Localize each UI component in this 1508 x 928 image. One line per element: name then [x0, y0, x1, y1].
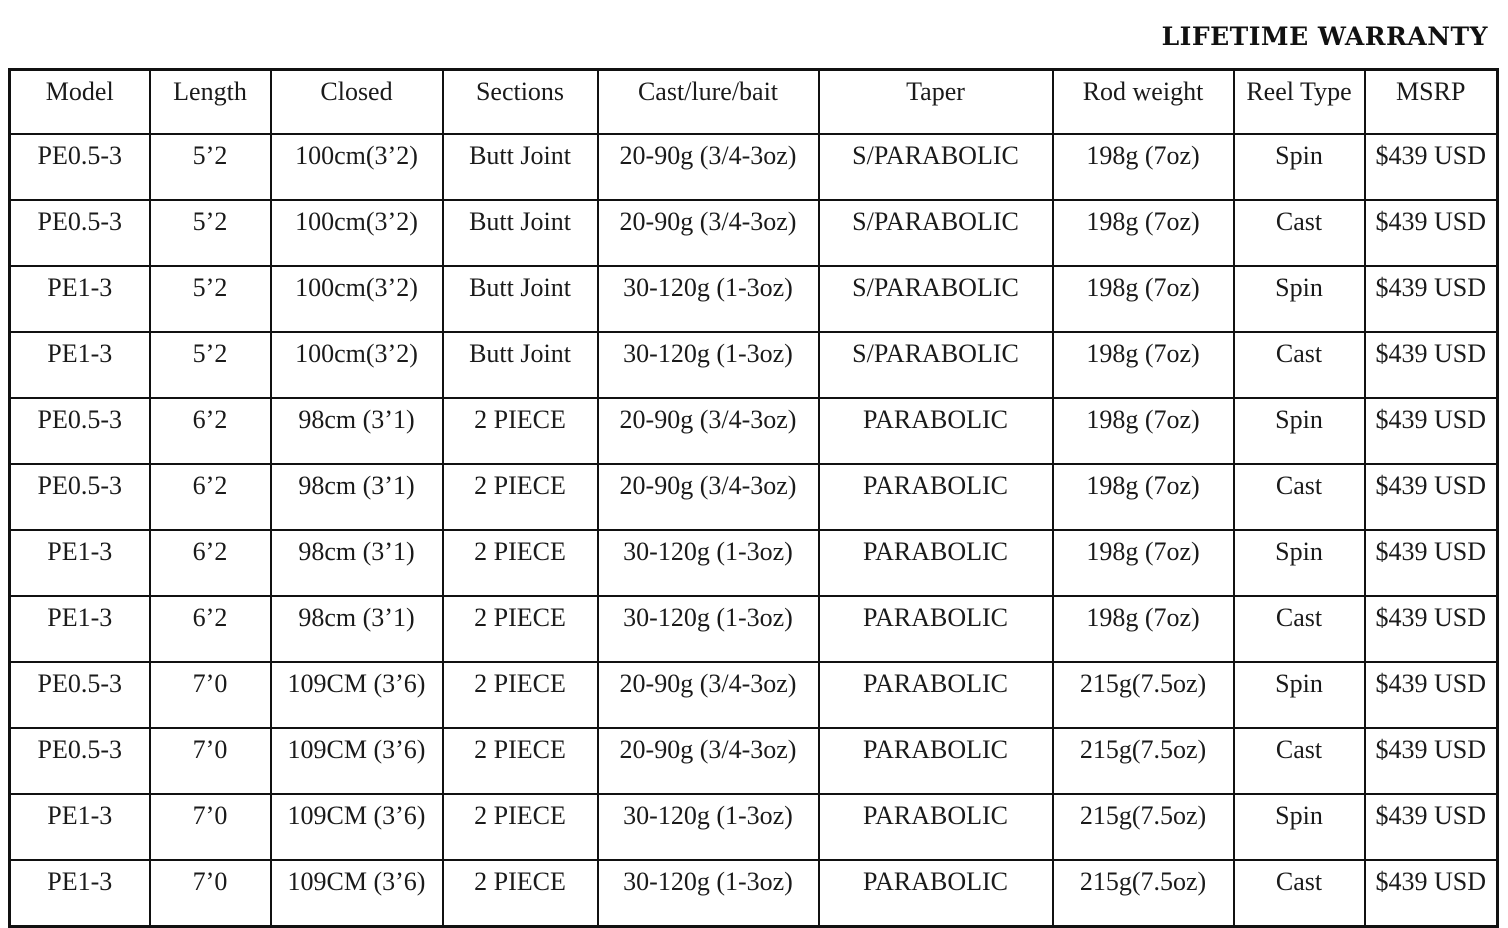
cell-model: PE1-3	[10, 530, 150, 596]
cell-model: PE1-3	[10, 794, 150, 860]
table-row	[10, 794, 1498, 860]
cell-taper: PARABOLIC	[819, 662, 1053, 728]
cell-msrp: $439 USD	[1365, 596, 1498, 662]
column-header-length: Length	[150, 70, 271, 135]
cell-rod-weight: 215g(7.5oz)	[1053, 860, 1234, 927]
cell-msrp: $439 USD	[1365, 266, 1498, 332]
cell-reel-type: Spin	[1234, 266, 1365, 332]
cell-length: 5’2	[150, 200, 271, 266]
cell-msrp: $439 USD	[1365, 794, 1498, 860]
cell-cast-lure-bait: 20-90g (3/4-3oz)	[598, 398, 819, 464]
table-row	[10, 662, 1498, 728]
cell-length: 7’0	[150, 728, 271, 794]
cell-msrp: $439 USD	[1365, 398, 1498, 464]
cell-length: 7’0	[150, 662, 271, 728]
column-header-cast-lure-bait: Cast/lure/bait	[598, 70, 819, 135]
cell-rod-weight: 198g (7oz)	[1053, 200, 1234, 266]
cell-msrp: $439 USD	[1365, 530, 1498, 596]
cell-model: PE0.5-3	[10, 398, 150, 464]
cell-closed: 100cm(3’2)	[271, 266, 443, 332]
cell-reel-type: Cast	[1234, 332, 1365, 398]
cell-taper: PARABOLIC	[819, 398, 1053, 464]
column-header-taper: Taper	[819, 70, 1053, 135]
cell-reel-type: Cast	[1234, 464, 1365, 530]
table-row	[10, 398, 1498, 464]
cell-taper: S/PARABOLIC	[819, 134, 1053, 200]
cell-sections: Butt Joint	[443, 332, 598, 398]
cell-rod-weight: 215g(7.5oz)	[1053, 794, 1234, 860]
cell-length: 6’2	[150, 530, 271, 596]
cell-rod-weight: 215g(7.5oz)	[1053, 662, 1234, 728]
cell-model: PE1-3	[10, 596, 150, 662]
cell-sections: 2 PIECE	[443, 794, 598, 860]
cell-closed: 98cm (3’1)	[271, 464, 443, 530]
cell-closed: 100cm(3’2)	[271, 134, 443, 200]
cell-taper: S/PARABOLIC	[819, 332, 1053, 398]
cell-reel-type: Cast	[1234, 860, 1365, 927]
column-header-sections: Sections	[443, 70, 598, 135]
cell-sections: 2 PIECE	[443, 860, 598, 927]
cell-closed: 109CM (3’6)	[271, 728, 443, 794]
table-row	[10, 596, 1498, 662]
cell-taper: PARABOLIC	[819, 794, 1053, 860]
cell-msrp: $439 USD	[1365, 728, 1498, 794]
table-row	[10, 134, 1498, 200]
cell-length: 6’2	[150, 596, 271, 662]
cell-length: 6’2	[150, 464, 271, 530]
cell-taper: PARABOLIC	[819, 464, 1053, 530]
cell-cast-lure-bait: 30-120g (1-3oz)	[598, 794, 819, 860]
cell-closed: 109CM (3’6)	[271, 860, 443, 927]
cell-cast-lure-bait: 30-120g (1-3oz)	[598, 530, 819, 596]
cell-model: PE0.5-3	[10, 200, 150, 266]
cell-length: 5’2	[150, 134, 271, 200]
cell-closed: 98cm (3’1)	[271, 596, 443, 662]
cell-length: 5’2	[150, 266, 271, 332]
table-row	[10, 200, 1498, 266]
table-row	[10, 860, 1498, 927]
cell-taper: S/PARABOLIC	[819, 266, 1053, 332]
cell-cast-lure-bait: 30-120g (1-3oz)	[598, 332, 819, 398]
cell-sections: 2 PIECE	[443, 662, 598, 728]
cell-cast-lure-bait: 30-120g (1-3oz)	[598, 596, 819, 662]
column-header-rod-weight: Rod weight	[1053, 70, 1234, 135]
cell-model: PE1-3	[10, 860, 150, 927]
cell-cast-lure-bait: 20-90g (3/4-3oz)	[598, 728, 819, 794]
cell-sections: Butt Joint	[443, 266, 598, 332]
cell-msrp: $439 USD	[1365, 200, 1498, 266]
cell-msrp: $439 USD	[1365, 134, 1498, 200]
cell-length: 5’2	[150, 332, 271, 398]
cell-rod-weight: 198g (7oz)	[1053, 464, 1234, 530]
table-body	[10, 134, 1498, 927]
cell-rod-weight: 198g (7oz)	[1053, 596, 1234, 662]
cell-length: 6’2	[150, 398, 271, 464]
table-row	[10, 332, 1498, 398]
cell-rod-weight: 198g (7oz)	[1053, 332, 1234, 398]
cell-length: 7’0	[150, 860, 271, 927]
cell-model: PE0.5-3	[10, 662, 150, 728]
cell-reel-type: Cast	[1234, 200, 1365, 266]
header-row	[10, 70, 1498, 135]
cell-msrp: $439 USD	[1365, 860, 1498, 927]
cell-taper: PARABOLIC	[819, 728, 1053, 794]
cell-model: PE0.5-3	[10, 728, 150, 794]
cell-msrp: $439 USD	[1365, 464, 1498, 530]
cell-closed: 98cm (3’1)	[271, 398, 443, 464]
cell-rod-weight: 215g(7.5oz)	[1053, 728, 1234, 794]
cell-closed: 100cm(3’2)	[271, 332, 443, 398]
cell-msrp: $439 USD	[1365, 332, 1498, 398]
cell-reel-type: Spin	[1234, 134, 1365, 200]
column-header-closed: Closed	[271, 70, 443, 135]
cell-cast-lure-bait: 30-120g (1-3oz)	[598, 860, 819, 927]
cell-taper: S/PARABOLIC	[819, 200, 1053, 266]
cell-sections: 2 PIECE	[443, 464, 598, 530]
cell-closed: 98cm (3’1)	[271, 530, 443, 596]
cell-sections: Butt Joint	[443, 134, 598, 200]
cell-cast-lure-bait: 30-120g (1-3oz)	[598, 266, 819, 332]
table-row	[10, 266, 1498, 332]
cell-rod-weight: 198g (7oz)	[1053, 530, 1234, 596]
cell-reel-type: Spin	[1234, 794, 1365, 860]
cell-model: PE0.5-3	[10, 134, 150, 200]
cell-model: PE0.5-3	[10, 464, 150, 530]
cell-reel-type: Spin	[1234, 398, 1365, 464]
column-header-model: Model	[10, 70, 150, 135]
cell-rod-weight: 198g (7oz)	[1053, 134, 1234, 200]
column-header-reel-type: Reel Type	[1234, 70, 1365, 135]
column-header-msrp: MSRP	[1365, 70, 1498, 135]
cell-model: PE1-3	[10, 332, 150, 398]
cell-taper: PARABOLIC	[819, 596, 1053, 662]
cell-cast-lure-bait: 20-90g (3/4-3oz)	[598, 464, 819, 530]
cell-length: 7’0	[150, 794, 271, 860]
cell-reel-type: Cast	[1234, 596, 1365, 662]
cell-sections: 2 PIECE	[443, 530, 598, 596]
cell-rod-weight: 198g (7oz)	[1053, 266, 1234, 332]
cell-reel-type: Cast	[1234, 728, 1365, 794]
cell-sections: 2 PIECE	[443, 398, 598, 464]
cell-closed: 100cm(3’2)	[271, 200, 443, 266]
cell-taper: PARABOLIC	[819, 860, 1053, 927]
cell-cast-lure-bait: 20-90g (3/4-3oz)	[598, 200, 819, 266]
cell-model: PE1-3	[10, 266, 150, 332]
cell-sections: 2 PIECE	[443, 728, 598, 794]
cell-cast-lure-bait: 20-90g (3/4-3oz)	[598, 134, 819, 200]
cell-sections: 2 PIECE	[443, 596, 598, 662]
table-row	[10, 728, 1498, 794]
cell-sections: Butt Joint	[443, 200, 598, 266]
cell-closed: 109CM (3’6)	[271, 662, 443, 728]
rod-spec-table	[8, 68, 1499, 928]
table-row	[10, 530, 1498, 596]
cell-reel-type: Spin	[1234, 530, 1365, 596]
cell-reel-type: Spin	[1234, 662, 1365, 728]
lifetime-warranty-heading: LIFETIME WARRANTY	[1161, 22, 1488, 51]
cell-closed: 109CM (3’6)	[271, 794, 443, 860]
cell-taper: PARABOLIC	[819, 530, 1053, 596]
cell-rod-weight: 198g (7oz)	[1053, 398, 1234, 464]
cell-cast-lure-bait: 20-90g (3/4-3oz)	[598, 662, 819, 728]
cell-msrp: $439 USD	[1365, 662, 1498, 728]
table-row	[10, 464, 1498, 530]
